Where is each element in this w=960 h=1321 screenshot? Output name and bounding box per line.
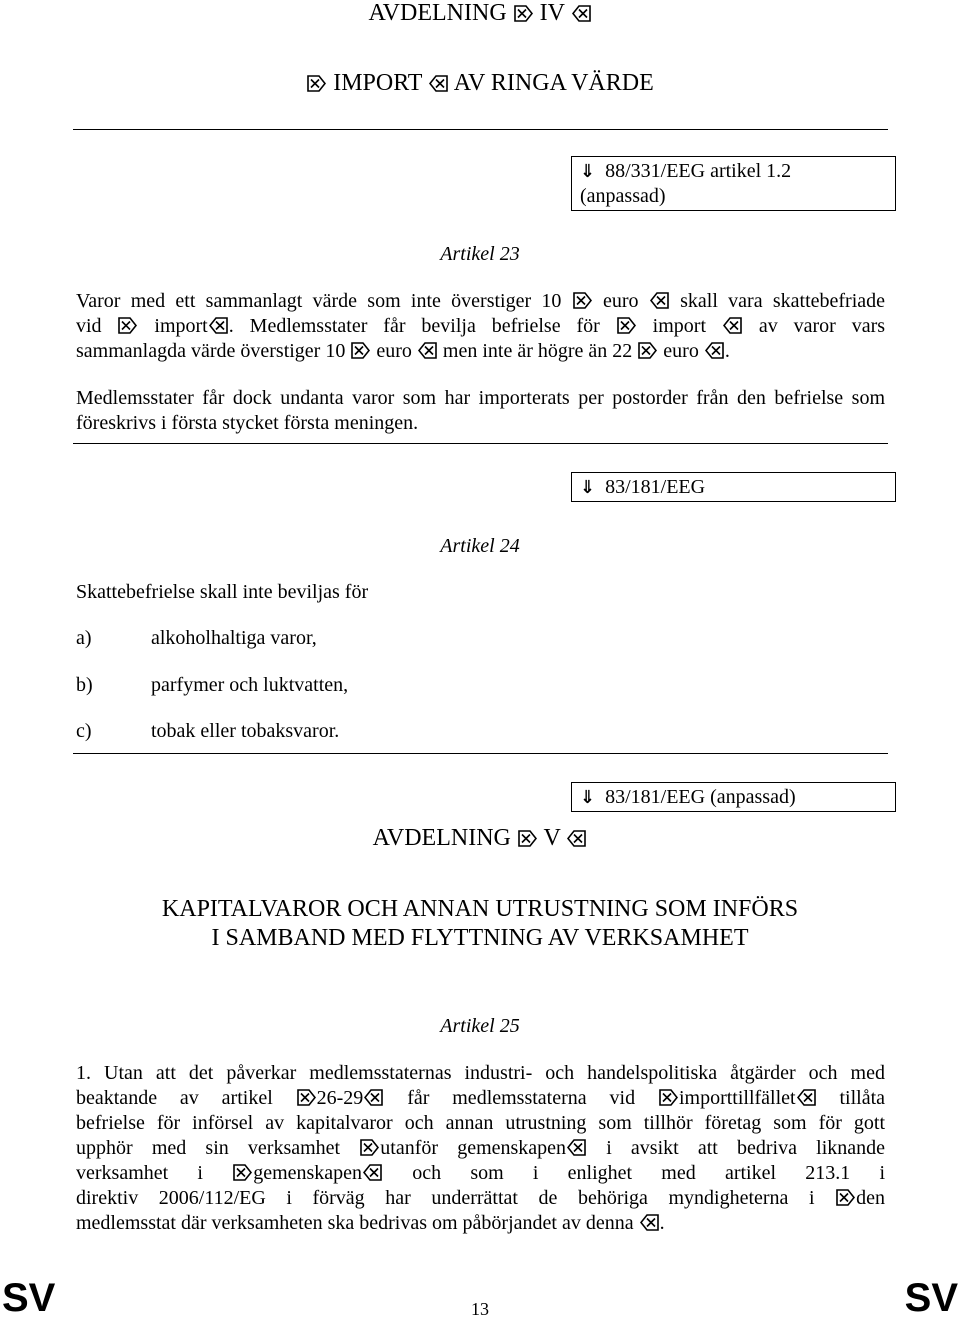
list-marker: a)	[76, 627, 92, 649]
section-v-title	[0, 895, 960, 953]
insert-start-icon	[360, 1139, 379, 1156]
insert-end-icon	[418, 342, 437, 359]
text-segment: verksamhet i	[76, 1162, 203, 1184]
list-marker: c)	[76, 720, 92, 742]
insert-start-icon	[836, 1189, 855, 1206]
reference-note: (anpassad)	[580, 185, 666, 207]
text-line	[76, 1136, 885, 1161]
insert-end-icon	[797, 1089, 816, 1106]
text-line: befrielse för införsel av kapitalvaror och annan utrustning som tillhör företag som för gott	[76, 1112, 885, 1134]
insert-start-icon	[518, 830, 537, 847]
page-number: 13	[471, 1299, 489, 1319]
reference-text: 83/181/EEG	[605, 476, 706, 498]
text-line	[76, 339, 885, 364]
text-segment: medlemsstat där verksamheten ska bedrivas om påbörjandet av denna	[76, 1212, 634, 1234]
insert-end-icon	[650, 292, 669, 309]
insert-start-icon	[297, 1089, 316, 1106]
source-reference-box	[571, 156, 896, 211]
insert-start-icon	[233, 1164, 252, 1181]
text-segment: men inte är högre än 22	[442, 340, 633, 362]
list-item: parfymer och luktvatten,	[151, 674, 349, 696]
reference-text: 88/331/EEG artikel 1.2	[605, 160, 792, 182]
divider	[73, 443, 888, 444]
text-segment: den	[856, 1187, 886, 1209]
text-segment: får medlemsstaterna vid	[407, 1087, 636, 1109]
title-part-a: IMPORT	[333, 70, 423, 96]
article-23-paragraph-2: Medlemsstater får dock undanta varor som har importerats per postorder från den befrielse som föreskrivs i första stycket första meningen.	[76, 387, 885, 434]
down-arrow-icon: ⇓	[580, 787, 596, 808]
title-line: I SAMBAND MED FLYTTNING AV VERKSAMHET	[211, 925, 749, 951]
text-segment: vid	[76, 315, 102, 337]
reference-text: 83/181/EEG (anpassad)	[605, 786, 796, 808]
insert-end-icon	[723, 317, 742, 334]
text-segment: tillåta	[839, 1087, 886, 1109]
insert-start-icon	[638, 342, 657, 359]
text-segment: euro	[376, 340, 412, 362]
heading-word: AVDELNING	[372, 825, 511, 851]
text-segment: sammanlagda värde överstiger 10	[76, 340, 346, 362]
insert-end-icon	[209, 317, 228, 334]
article-23-paragraph-1	[76, 289, 885, 364]
text-segment: och som i enlighet med artikel 213.1 i	[412, 1162, 886, 1184]
heading-number: V	[543, 825, 561, 851]
list-marker: b)	[76, 674, 93, 696]
insert-start-icon	[307, 75, 326, 92]
divider	[73, 129, 888, 130]
insert-end-icon	[567, 1139, 586, 1156]
footer-language-left: SV	[2, 1276, 56, 1320]
article-25-paragraph-1	[76, 1061, 885, 1236]
insert-start-icon	[659, 1089, 678, 1106]
text-segment: import	[154, 315, 208, 337]
footer-language-right: SV	[904, 1276, 958, 1320]
insert-end-icon	[429, 75, 448, 92]
title-part-b: AV RINGA VÄRDE	[453, 70, 654, 96]
text-segment: direktiv 2006/112/EG i förväg har underrättat de behöriga myndigheterna i	[76, 1187, 815, 1209]
text-segment: .	[659, 1212, 665, 1234]
heading-number: IV	[539, 0, 565, 26]
text-line	[76, 1186, 885, 1211]
text-segment: beaktande av artikel	[76, 1087, 273, 1109]
list-item: alkoholhaltiga varor,	[151, 627, 317, 649]
article-24-label: Artikel 24	[440, 535, 520, 557]
text-segment: i avsikt att bedriva liknande	[606, 1137, 886, 1159]
text-line	[76, 1086, 885, 1111]
text-segment: import	[652, 315, 707, 337]
insert-end-icon	[572, 5, 591, 22]
text-segment: upphör med sin verksamhet	[76, 1137, 341, 1159]
source-reference-box	[571, 472, 896, 502]
text-segment: skall vara skattebefriade	[680, 290, 886, 312]
section-iv-heading	[0, 0, 960, 26]
down-arrow-icon: ⇓	[580, 161, 596, 182]
text-segment: 26-29	[316, 1087, 364, 1109]
article-23-label: Artikel 23	[440, 243, 520, 265]
insert-end-icon	[364, 1089, 383, 1106]
article-24-intro: Skattebefrielse skall inte beviljas för	[76, 581, 369, 603]
text-segment: .	[724, 340, 730, 362]
section-v-heading	[0, 824, 960, 852]
text-segment: euro	[603, 290, 639, 312]
text-line: 1. Utan att det påverkar medlemsstaternas industri- och handelspolitiska åtgärder och med	[76, 1062, 885, 1084]
insert-start-icon	[573, 292, 592, 309]
text-segment: utanför gemenskapen	[380, 1137, 567, 1159]
section-iv-title	[0, 69, 960, 97]
insert-start-icon	[118, 317, 137, 334]
text-segment: importtillfället	[678, 1087, 796, 1109]
down-arrow-icon: ⇓	[580, 477, 596, 498]
insert-end-icon	[705, 342, 724, 359]
text-segment: gemenskapen	[253, 1162, 363, 1184]
heading-word: AVDELNING	[368, 0, 507, 26]
list-item: tobak eller tobaksvaror.	[151, 720, 340, 742]
text-segment: euro	[663, 340, 699, 362]
text-line	[76, 1161, 885, 1186]
article-25-label: Artikel 25	[440, 1015, 520, 1037]
insert-start-icon	[514, 5, 533, 22]
text-segment: av varor vars	[758, 315, 886, 337]
divider	[73, 753, 888, 754]
text-line	[76, 1211, 885, 1236]
title-line: KAPITALVAROR OCH ANNAN UTRUSTNING SOM INFÖRS	[161, 896, 799, 922]
text-segment: . Medlemsstater får bevilja befrielse för	[228, 315, 600, 337]
source-reference-box	[571, 782, 896, 812]
text-line	[76, 314, 885, 339]
insert-start-icon	[617, 317, 636, 334]
insert-start-icon	[351, 342, 370, 359]
insert-end-icon	[640, 1214, 659, 1231]
insert-end-icon	[567, 830, 586, 847]
insert-end-icon	[363, 1164, 382, 1181]
text-line	[76, 289, 885, 314]
text-segment: Varor med ett sammanlagt värde som inte överstiger 10	[76, 290, 562, 312]
